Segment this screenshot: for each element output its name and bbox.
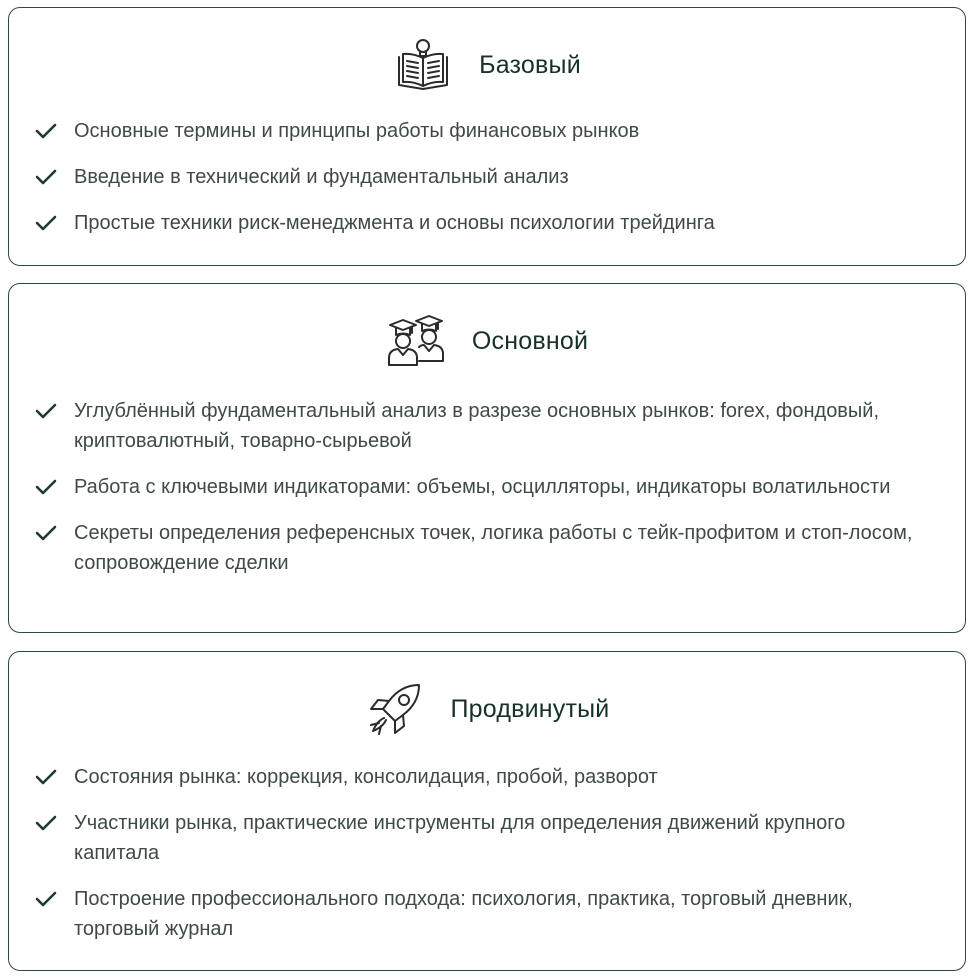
check-icon	[35, 884, 57, 914]
list-item-text: Углублённый фундаментальный анализ в разрезе основных рынков: forex, фондовый, криптовалютный, товарно-сырьевой	[74, 400, 880, 452]
check-icon	[35, 162, 57, 192]
list-item	[35, 472, 925, 502]
card-header	[9, 306, 965, 376]
list-item-text: Построение профессионального подхода: психология, практика, торговый дневник, торговый журнал	[74, 888, 853, 940]
card-title: Основной	[471, 326, 589, 355]
feature-list	[9, 396, 965, 578]
book-lightbulb-icon	[393, 35, 453, 95]
check-icon	[35, 762, 57, 792]
graduates-icon	[386, 311, 446, 371]
list-item	[35, 518, 925, 578]
list-item-text: Участники рынка, практические инструменты для определения движений крупного капитала	[74, 812, 846, 864]
list-item	[35, 396, 925, 456]
card-title: Базовый	[479, 50, 581, 79]
check-icon	[35, 472, 57, 502]
list-item-text: Основные термины и принципы работы финансовых рынков	[74, 120, 640, 142]
list-item-text: Состояния рынка: коррекция, консолидация, пробой, разворот	[74, 766, 658, 788]
check-icon	[35, 116, 57, 146]
list-item-text: Работа с ключевыми индикаторами: объемы, осцилляторы, индикаторы волатильности	[74, 476, 891, 498]
check-icon	[35, 518, 57, 548]
list-item-text: Простые техники риск-менеджмента и основы психологии трейдинга	[74, 212, 715, 234]
rocket-icon	[365, 679, 425, 739]
list-item-text: Введение в технический и фундаментальный анализ	[74, 166, 569, 188]
check-icon	[35, 808, 57, 838]
plan-card-basic	[8, 7, 966, 266]
list-item	[35, 162, 925, 192]
list-item-text: Секреты определения референсных точек, логика работы с тейк-профитом и стоп-лосом, сопровождение сделки	[74, 522, 913, 574]
list-item	[35, 884, 925, 944]
card-header	[9, 674, 965, 744]
check-icon	[35, 396, 57, 426]
feature-list	[9, 116, 965, 238]
list-item	[35, 116, 925, 146]
plan-card-core	[8, 283, 966, 633]
plan-card-advanced	[8, 651, 966, 971]
list-item	[35, 808, 925, 868]
list-item	[35, 762, 925, 792]
feature-list	[9, 762, 965, 944]
check-icon	[35, 208, 57, 238]
card-title: Продвинутый	[450, 694, 610, 723]
card-header	[9, 30, 965, 100]
list-item	[35, 208, 925, 238]
